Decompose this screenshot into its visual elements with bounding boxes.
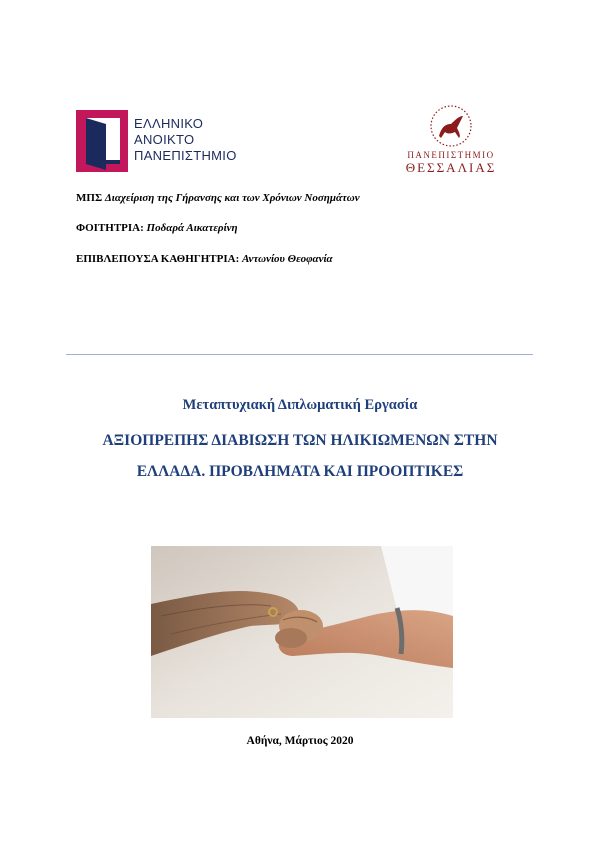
program-label: ΜΠΣ (76, 192, 103, 204)
hou-logo-line-3: ΠΑΝΕΠΙΣΤΗΜΙΟ (134, 148, 237, 163)
university-of-thessaly-logo (395, 104, 507, 178)
thesis-type: Μεταπτυχιακή Διπλωματική Εργασία (182, 397, 418, 413)
program-value: Διαχείριση της Γήρανσης και των Χρόνιων Νοσημάτων (104, 192, 360, 204)
separator-rule (66, 354, 533, 355)
thessaly-logo-line-1: ΠΑΝΕΠΙΣΤΗΜΙΟ (407, 150, 495, 160)
hellenic-open-university-logo (76, 110, 251, 174)
student-label: ΦΟΙΤΗΤΡΙΑ: (76, 222, 144, 234)
thesis-title-line-1: ΑΞΙΟΠΡΕΠΗΣ ΔΙΑΒΙΩΣΗ ΤΩΝ ΗΛΙΚΙΩΜΕΝΩΝ ΣΤΗΝ (102, 432, 498, 449)
hou-logo-line-2: ΑΝΟΙΚΤΟ (134, 132, 195, 147)
supervisor-value: Αντωνίου Θεοφανία (242, 253, 333, 265)
hou-emblem-icon (76, 110, 132, 174)
place-and-date: Αθήνα, Μάρτιος 2020 (246, 735, 354, 747)
supervisor-label: ΕΠΙΒΛΕΠΟΥΣΑ ΚΑΘΗΓΗΤΡΙΑ: (76, 253, 240, 265)
holding-hands-photo (151, 546, 453, 718)
program-line (76, 192, 360, 204)
holding-hands-image (151, 546, 453, 718)
student-line (76, 222, 238, 234)
thessaly-horse-emblem-icon (395, 104, 507, 148)
supervisor-line (76, 253, 333, 265)
student-value: Ποδαρά Αικατερίνη (146, 222, 238, 234)
thesis-title-line-2: ΕΛΛΑΔΑ. ΠΡΟΒΛΗΜΑΤΑ ΚΑΙ ΠΡΟΟΠΤΙΚΕΣ (136, 463, 464, 480)
hou-logo-line-1: ΕΛΛΗΝΙΚΟ (134, 116, 204, 131)
thessaly-logo-line-2: ΘΕΣΣΑΛΙΑΣ (405, 160, 497, 175)
